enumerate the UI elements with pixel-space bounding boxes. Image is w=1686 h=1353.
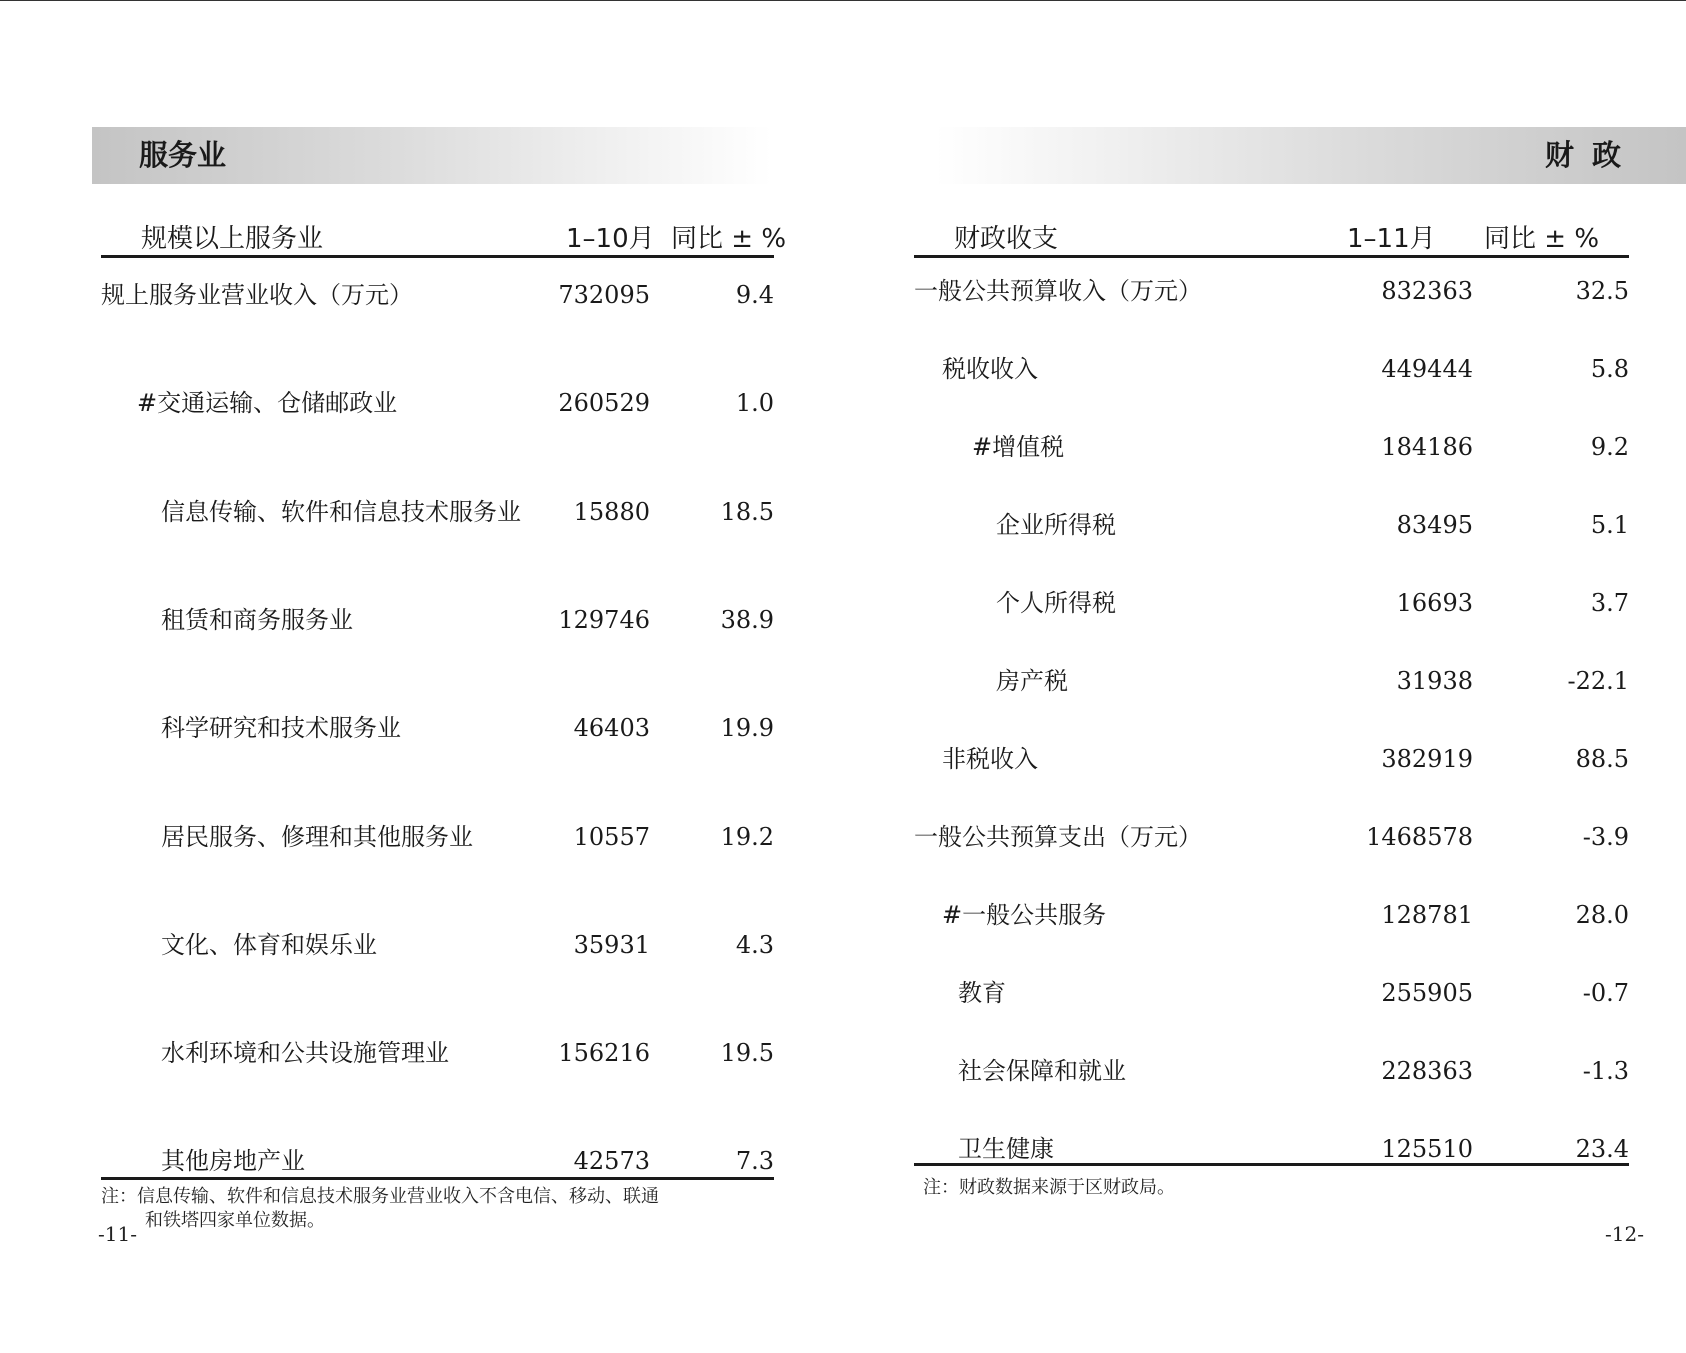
row-change: 38.9 (720, 605, 774, 634)
row-value: 125510 (1381, 1135, 1473, 1163)
table-bottom-rule (101, 1177, 774, 1180)
footnote: 注：财政数据来源于区财政局。 (923, 1177, 1175, 1198)
row-change: -22.1 (1567, 667, 1629, 695)
row-change: 18.5 (720, 497, 774, 526)
row-change: 3.7 (1590, 589, 1629, 617)
row-value: 382919 (1381, 745, 1473, 773)
row-change: 23.4 (1575, 1135, 1629, 1163)
row-label: 一般公共预算支出（万元） (914, 823, 1202, 851)
table-row (914, 1051, 1629, 1091)
table-row (101, 492, 774, 532)
table-row (101, 925, 774, 965)
row-label: 卫生健康 (958, 1135, 1054, 1163)
section-title: 服务业 (139, 138, 227, 172)
row-change: -0.7 (1582, 979, 1629, 1007)
row-value: 128781 (1381, 901, 1473, 929)
row-label: 房产税 (996, 667, 1068, 695)
section-title: 财政 (1544, 138, 1639, 172)
table-bottom-rule (914, 1163, 1629, 1166)
row-label: #增值税 (972, 433, 1065, 461)
row-change: 19.9 (720, 714, 774, 743)
column-header-change: 同比 ± % (1484, 224, 1600, 254)
section-banner (92, 127, 772, 184)
table-row (101, 275, 774, 315)
table-row (914, 427, 1629, 467)
row-label: 非税收入 (942, 745, 1038, 773)
row-value: 255905 (1381, 979, 1473, 1007)
row-label: #一般公共服务 (942, 901, 1107, 929)
row-value: 228363 (1381, 1057, 1473, 1085)
header-rule (101, 255, 774, 258)
page-finance (843, 0, 1686, 1353)
header-rule (914, 255, 1629, 258)
row-change: -3.9 (1582, 823, 1629, 851)
table-row (101, 1033, 774, 1073)
table-row (914, 817, 1629, 857)
row-value: 184186 (1381, 433, 1473, 461)
row-label: 教育 (958, 979, 1006, 1007)
row-change: 9.2 (1590, 433, 1629, 461)
row-value: 449444 (1381, 355, 1473, 383)
row-change: 9.4 (735, 281, 774, 309)
row-label: 社会保障和就业 (958, 1057, 1126, 1085)
row-value: 31938 (1396, 667, 1473, 695)
footnote-continued: 和铁塔四家单位数据。 (145, 1210, 325, 1231)
row-label: 水利环境和公共设施管理业 (161, 1039, 449, 1068)
row-label: 一般公共预算收入（万元） (914, 277, 1202, 305)
page-number: -11- (98, 1222, 137, 1246)
row-value: 1468578 (1366, 823, 1473, 851)
table-row (914, 661, 1629, 701)
table-row (101, 600, 774, 640)
row-change: 88.5 (1575, 745, 1629, 773)
row-value: 35931 (573, 930, 650, 959)
row-change: 28.0 (1575, 901, 1629, 929)
row-label: 科学研究和技术服务业 (161, 714, 401, 743)
column-header-item: 规模以上服务业 (141, 224, 324, 254)
row-value: 129746 (558, 605, 650, 634)
column-header-period: 1–10月 (566, 224, 655, 254)
row-change: 32.5 (1575, 277, 1629, 305)
row-value: 16693 (1396, 589, 1473, 617)
row-label: 居民服务、修理和其他服务业 (161, 822, 473, 851)
row-change: 5.1 (1590, 511, 1629, 539)
row-value: 10557 (573, 822, 650, 851)
row-label: 企业所得税 (996, 511, 1116, 539)
row-label: 规上服务业营业收入（万元） (101, 281, 413, 309)
row-value: 732095 (558, 281, 650, 309)
row-value: 832363 (1381, 277, 1473, 305)
table-header (101, 214, 787, 258)
table-row (914, 895, 1629, 935)
row-change: 4.3 (735, 930, 774, 959)
table-row (101, 383, 774, 423)
row-change: 1.0 (735, 389, 774, 418)
column-header-item: 财政收支 (954, 224, 1059, 254)
row-value: 46403 (573, 714, 650, 743)
column-header-period: 1–11月 (1347, 224, 1436, 254)
table-row (914, 349, 1629, 389)
row-label: 税收收入 (942, 355, 1038, 383)
row-label: 其他房地产业 (161, 1147, 305, 1176)
row-value: 42573 (573, 1147, 650, 1176)
table-row (914, 739, 1629, 779)
row-change: 19.5 (720, 1039, 774, 1068)
column-header-change: 同比 ± % (671, 224, 787, 254)
table-row (101, 1141, 774, 1181)
section-banner (935, 127, 1686, 184)
table-row (914, 973, 1629, 1013)
row-label: 个人所得税 (996, 589, 1116, 617)
table-header (914, 214, 1629, 258)
row-label: 信息传输、软件和信息技术服务业 (161, 497, 521, 526)
row-change: 7.3 (735, 1147, 774, 1176)
row-change: 19.2 (720, 822, 774, 851)
row-change: 5.8 (1590, 355, 1629, 383)
row-label: 文化、体育和娱乐业 (161, 930, 377, 959)
footnote: 注：信息传输、软件和信息技术服务业营业收入不含电信、移动、联通 (101, 1186, 659, 1207)
row-value: 260529 (558, 389, 650, 418)
table-row (914, 271, 1629, 311)
table-row (914, 505, 1629, 545)
row-value: 156216 (558, 1039, 650, 1068)
table-row (101, 708, 774, 748)
row-label: #交通运输、仓储邮政业 (137, 389, 398, 418)
row-value: 83495 (1396, 511, 1473, 539)
row-change: -1.3 (1582, 1057, 1629, 1085)
row-label: 租赁和商务服务业 (161, 605, 353, 634)
table-row (914, 583, 1629, 623)
page-number: -12- (1605, 1222, 1644, 1246)
row-value: 15880 (573, 497, 650, 526)
table-row (101, 817, 774, 857)
